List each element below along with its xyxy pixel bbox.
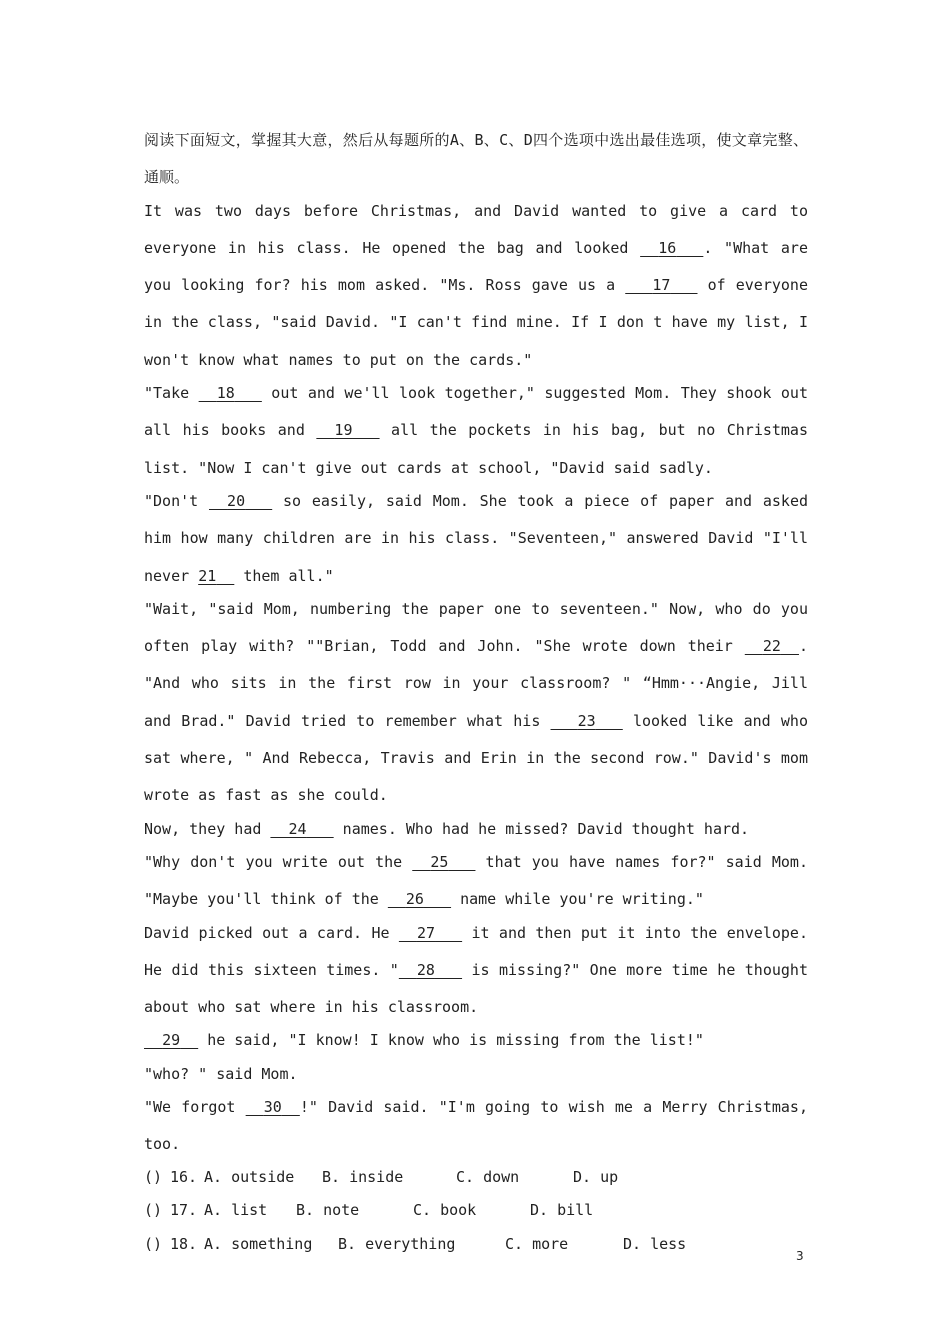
paragraph-6	[144, 844, 808, 919]
question-18	[144, 1228, 808, 1262]
passage-text: "Wait, "said Mom, numbering the paper one to seventeen." Now, who do you often play with? ""Brian, Todd and John. "She wrote down their	[144, 599, 808, 656]
passage-text: . "And who sits in the first row in your classroom? " “Hmm···Angie, Jill and Brad." David tried to remember what his	[144, 637, 808, 730]
question-number: 16.	[170, 1167, 198, 1186]
answer-bracket: ()	[144, 1167, 163, 1186]
option-a: A. list	[204, 1201, 268, 1220]
passage-text: "Don't	[144, 491, 209, 510]
answer-bracket: ()	[144, 1201, 163, 1220]
paragraph-5	[144, 811, 808, 848]
answer-bracket: ()	[144, 1234, 163, 1253]
passage-text: !" David said. "I'm going to wish me a Merry Christmas, too.	[144, 1098, 808, 1154]
passage-text: "We forgot	[144, 1098, 246, 1117]
blank-27: 27	[416, 923, 436, 942]
passage-text: of everyone in the class, "said David. "I can't find mine. If I don t have my list, I won't know what names to put on the cards."	[144, 276, 808, 369]
passage-text: "who? " said Mom.	[144, 1064, 298, 1083]
option-a: A. outside	[204, 1167, 295, 1186]
passage-text: Now, they had	[144, 819, 271, 838]
passage-text: . "What are you looking for? his mom asked. "Ms. Ross gave us a	[144, 238, 808, 295]
passage-text: he said, "I know! I know who is missing from the list!"	[198, 1031, 704, 1050]
blank-29: 29	[162, 1031, 181, 1050]
blank-18: 18	[216, 384, 235, 403]
passage-text: that you have names for?" said Mom. "Maybe you'll think of the	[144, 852, 808, 909]
option-c: C. down	[456, 1167, 520, 1186]
passage-text: name while you're writing."	[451, 890, 704, 909]
blank-25: 25	[430, 852, 449, 871]
passage-text: David picked out a card. He	[144, 923, 399, 942]
paragraph-10	[144, 1089, 808, 1164]
blank-22: 22	[762, 637, 781, 656]
paragraph-3	[144, 483, 808, 595]
option-c: C. more	[505, 1234, 569, 1253]
reading-section	[144, 122, 808, 1261]
option-d: D. up	[573, 1167, 619, 1186]
blank-19: 19	[334, 421, 353, 440]
question-number: 18.	[170, 1234, 198, 1253]
passage-text: so easily, said Mom. She took a piece of paper and asked him how many children are in his class. "Seventeen," answered David "I'll never	[144, 491, 808, 585]
blank-21: 21	[198, 566, 217, 585]
passage-text: "Why don't you write out the	[144, 852, 413, 871]
passage-text: It was two days before Christmas, and David wanted to give a card to everyone in his class. He opened the bag and looked	[144, 201, 808, 257]
option-b: B. inside	[322, 1167, 404, 1186]
option-b: B. note	[296, 1201, 360, 1220]
page-number: 3	[796, 1249, 804, 1263]
instructions: 阅读下面短文，掌握其大意，然后从每题所的A、B、C、D四个选项中选出最佳选项，使文章完整、通顺。	[144, 131, 808, 187]
option-b: B. everything	[338, 1234, 456, 1253]
paragraph-7	[144, 915, 808, 1027]
blank-24: 24	[288, 819, 307, 838]
passage-text: it and then put it into the envelope. He did this sixteen times. "	[144, 923, 808, 979]
passage-text: "Take	[144, 384, 199, 403]
passage-text: all the pockets in his bag, but no Christmas list. "Now I can't give out cards at school, "David said sadly.	[144, 421, 808, 477]
option-d: D. less	[623, 1234, 687, 1253]
question-list	[144, 1161, 808, 1262]
question-16	[144, 1161, 808, 1195]
option-c: C. book	[413, 1201, 477, 1220]
blank-16: 16	[658, 238, 677, 257]
passage-text: names. Who had he missed? David thought hard.	[333, 819, 750, 838]
question-17	[144, 1194, 808, 1228]
paragraph-8	[144, 1022, 808, 1059]
question-number: 17.	[170, 1201, 198, 1220]
blank-17: 17	[652, 276, 671, 295]
passage-text: looked like and who sat where, " And Rebecca, Travis and Erin in the second row." David's mom wrote as fast as she could.	[144, 711, 808, 805]
blank-23: 23	[577, 711, 596, 730]
blank-26: 26	[405, 890, 424, 909]
blank-20: 20	[227, 491, 246, 510]
paragraph-2	[144, 375, 808, 487]
passage-text: out and we'll look together," suggested Mom. They shook out all his books and	[144, 384, 808, 440]
option-a: A. something	[204, 1234, 313, 1253]
paragraph-9	[144, 1056, 808, 1093]
passage-text: is missing?" One more time he thought about who sat where in his classroom.	[144, 960, 808, 1017]
paragraph-1	[144, 193, 808, 379]
blank-30: 30	[263, 1098, 282, 1117]
passage-text: them all."	[234, 566, 334, 585]
option-d: D. bill	[530, 1201, 594, 1220]
blank-28: 28	[416, 960, 435, 979]
paragraph-4	[144, 591, 808, 815]
